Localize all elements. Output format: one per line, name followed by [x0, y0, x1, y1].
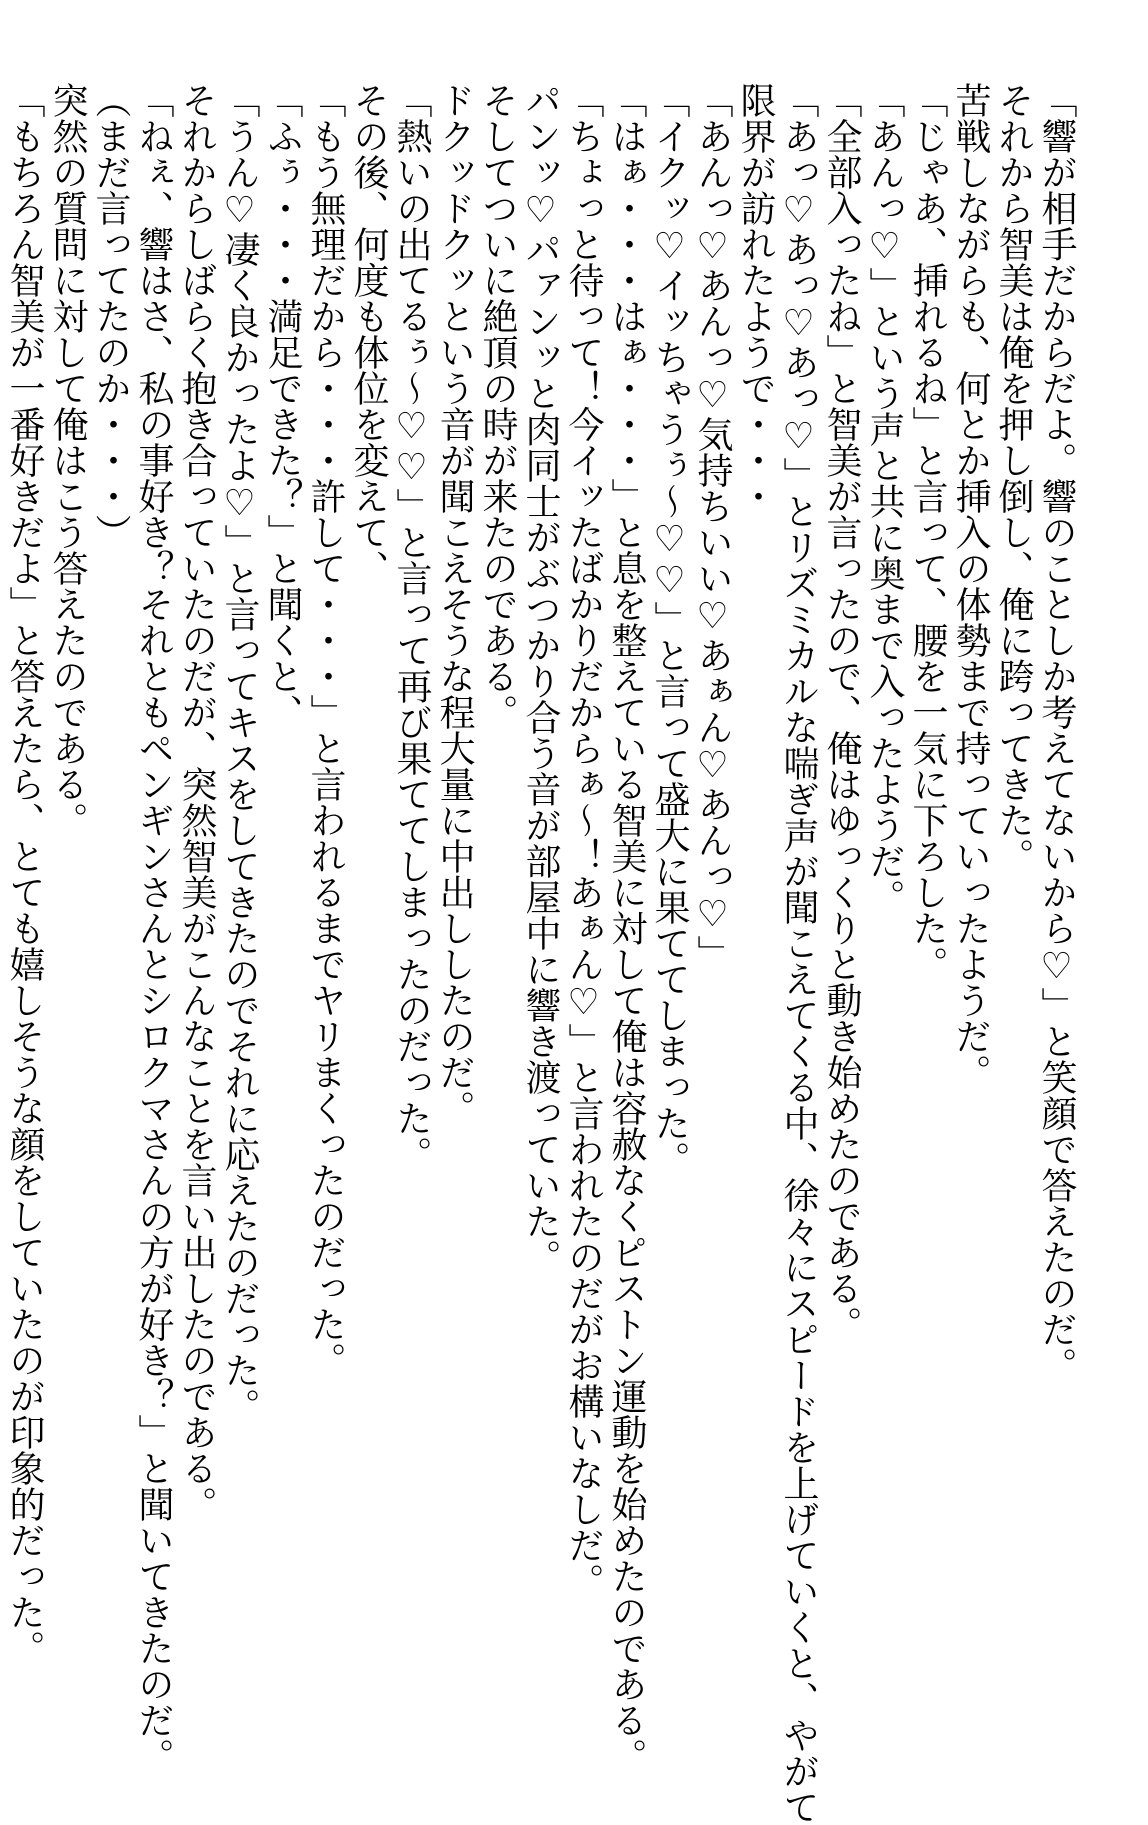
- text-line: 「はぁ・・・はぁ・・・」と息を整えている智美に対して俺は容赦なくピストン運動を始めたのである。: [606, 82, 647, 1774]
- text-line: 「うん♡凄く良かったよ♡」と言ってキスをしてきたのでそれに応えたのだった。: [219, 82, 260, 1424]
- text-line: パンッ♡パァンッと肉同士がぶつかり合う音が部屋中に響き渡っていた。: [520, 82, 561, 1275]
- text-line: 「ちょっと待って！今イッたばかりだからぁ～！あぁん♡」と言われたのだがお構いなしだ。: [563, 82, 604, 1599]
- text-line: 突然の質問に対して俺はこう答えたのである。: [47, 82, 88, 838]
- text-line: ドクッドクッという音が聞こえそうな程大量に中出ししたのだ。: [434, 82, 475, 1126]
- text-line: 「あんっ♡あんっ♡気持ちいい♡あぁん♡あんっ♡」: [692, 82, 733, 971]
- text-line: 「イクッ♡イッちゃうぅ～♡♡」と言って盛大に果ててしまった。: [649, 82, 690, 1177]
- text-line: 「もう無理だから・・・許して・・・」と言われるまでヤリまくったのだった。: [305, 82, 346, 1378]
- text-line: 「もちろん智美が一番好きだよ」と答えたら、とても嬉しそうな顔をしていたのが印象的だった。: [4, 82, 45, 1666]
- text-line: 「ふぅ・・・満足できた？」と聞くと、: [262, 82, 303, 730]
- text-line: 「ねぇ、響はさ、私の事好き？それともペンギンさんとシロクマさんの方が好き？」と聞いてきたのだ。: [133, 82, 174, 1774]
- text-line: 「じゃあ、挿れるね」と言って、腰を一気に下ろした。: [907, 82, 948, 982]
- text-line: その後、何度も体位を変えて、: [348, 82, 389, 586]
- text-line: それからしばらく抱き合っていたのだが、突然智美がこんなことを言い出したのである。: [176, 82, 217, 1522]
- text-line: 「響が相手だからだよ。響のことしか考えてないから♡」と笑顔で答えたのだ。: [1036, 82, 1077, 1383]
- text-line: 苦戦しながらも、何とか挿入の体勢まで持っていったようだ。: [950, 82, 991, 1090]
- text-line: 「熱いの出てるぅ～♡♡」と言って再び果ててしまったのだった。: [391, 82, 432, 1172]
- vertical-text-body: [3, 82, 1078, 1825]
- text-line: 限界が訪れたようで・・・: [735, 82, 776, 514]
- text-line: そしてついに絶頂の時が来たのである。: [477, 82, 518, 730]
- text-line: 「全部入ったね」と智美が言ったので、俺はゆっくりと動き始めたのである。: [821, 82, 862, 1342]
- text-line: 「あっ♡あっ♡あっ♡」とリズミカルな喘ぎ声が聞こえてくる中、徐々にスピードを上げていくと、やがて: [778, 82, 819, 1825]
- text-line: それから智美は俺を押し倒し、俺に跨ってきた。: [993, 82, 1034, 874]
- text-line: 「あんっ♡」という声と共に奥まで入ったようだ。: [864, 82, 905, 915]
- text-line: （まだ言ってたのか・・・）: [90, 82, 131, 550]
